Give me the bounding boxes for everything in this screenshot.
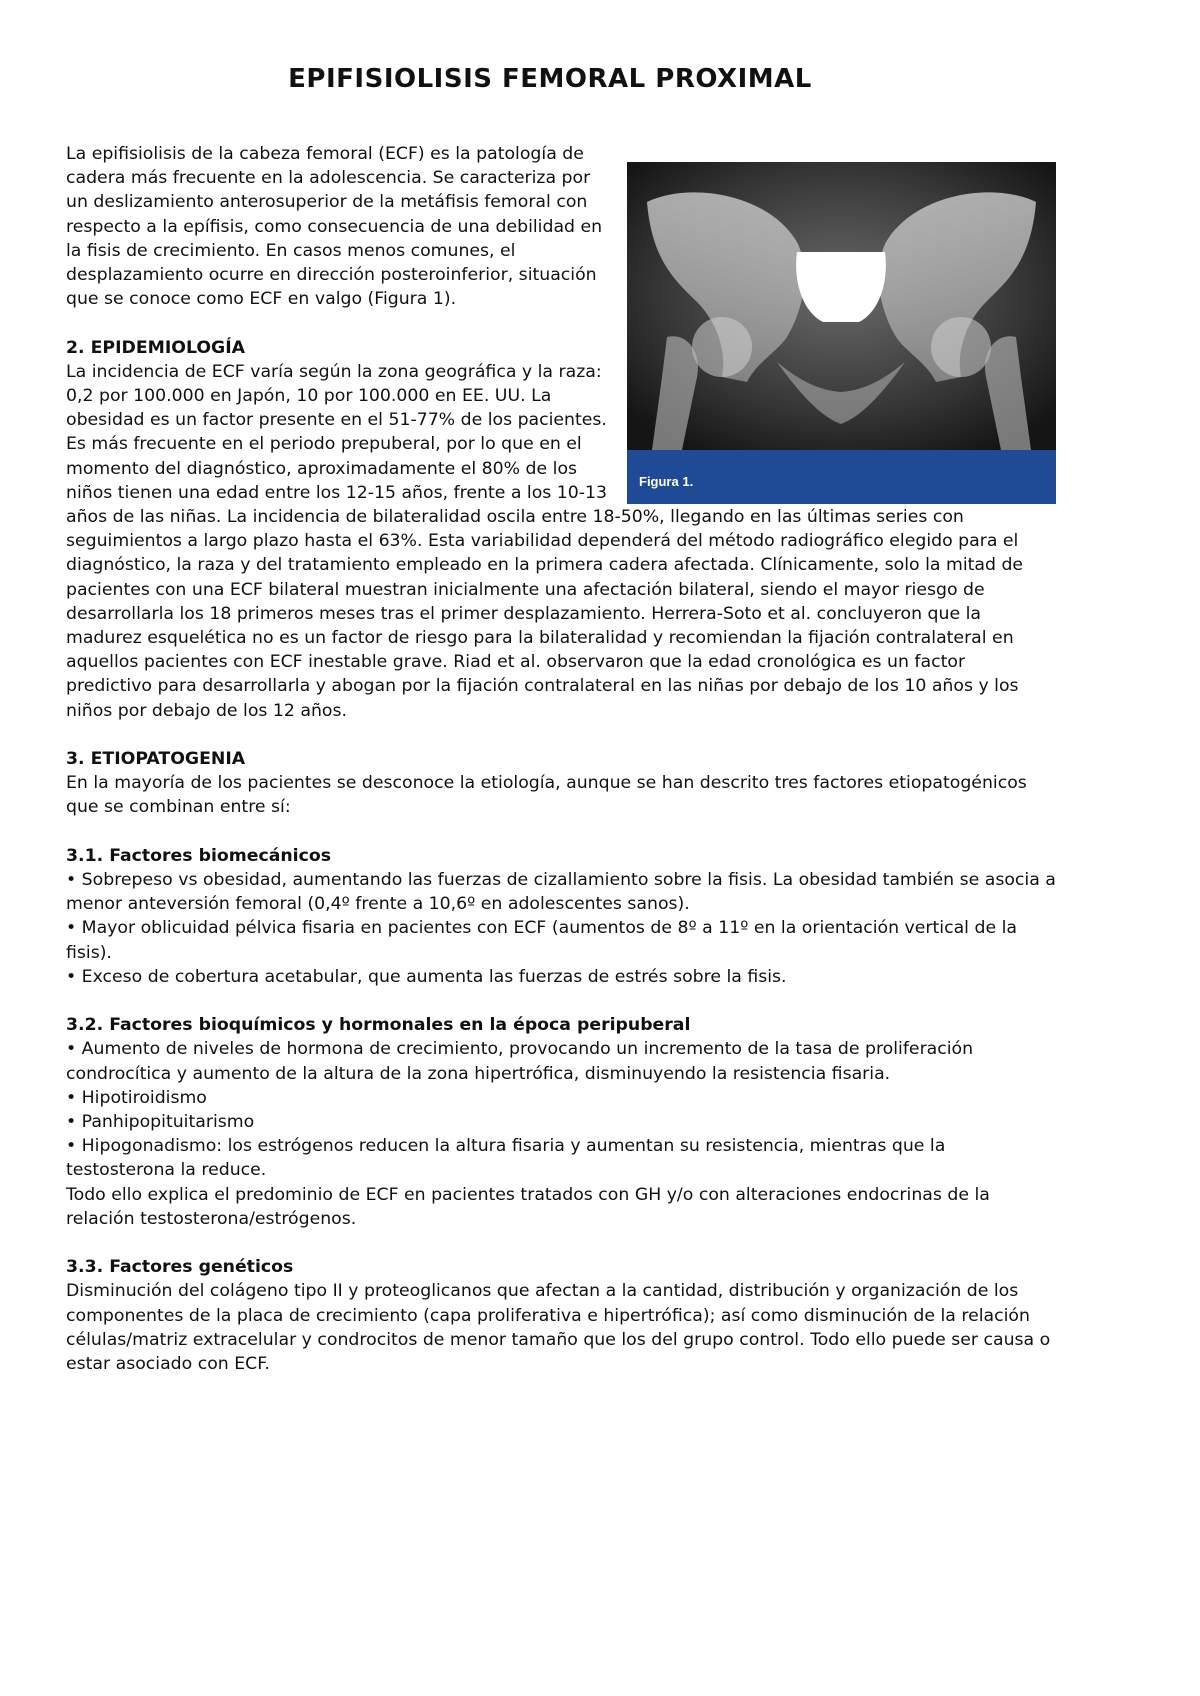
section-heading-etiopathogenesis: 3. ETIOPATOGENIA <box>66 749 246 770</box>
list-item: • Hipotiroidismo <box>66 1087 207 1108</box>
list-item: • Exceso de cobertura acetabular, que aumenta las fuerzas de estrés sobre la fisis. <box>66 966 787 987</box>
genetic-paragraph: Disminución del colágeno tipo II y proteoglicanos que afectan a la cantidad, distribución y organización de los componentes de la placa de crecimiento (capa proliferativa e hipertrófica); así como disminución de la relación células/matriz extracelular y condrocitos de menor tamaño que los del grupo control. Todo ello puede ser causa o estar asociado con ECF. <box>66 1281 1051 1375</box>
subsection-heading-biochemical: 3.2. Factores bioquímicos y hormonales en la época peripuberal <box>66 1015 691 1036</box>
pelvis-xray-image <box>627 162 1056 504</box>
list-item: • Mayor oblicuidad pélvica fisaria en pacientes con ECF (aumentos de 8º a 11º en la orientación vertical de la fisis). <box>66 918 1017 963</box>
list-item: • Sobrepeso vs obesidad, aumentando las fuerzas de cizallamiento sobre la fisis. La obesidad también se asocia a menor anteversión femoral (0,4º frente a 10,6º en adolescentes sanos). <box>66 870 1056 915</box>
figure-1 <box>627 162 1056 504</box>
epidemiology-paragraph: La incidencia de ECF varía según la zona geográfica y la raza: 0,2 por 100.000 en Japón, 10 por 100.000 en EE. UU. La obesidad es un factor presente en el 51-77% de los pacientes. Es más frecuente en el periodo prepuberal, por lo que en el momento del diagnóstico, aproximadamente el 80% de los niños tienen una edad entre los 12-15 años, frente a los 10-13 años de las niñas. La incidencia de bilateralidad oscila entre 18-50%, llegando en las últimas series con seguimientos a largo plazo hasta el 63%. Esta variabilidad dependerá del método radiográfico elegido para el diagnóstico, la raza y del tratamiento empleado en la primera cadera afectada. Clínicamente, solo la mitad de pacientes con una ECF bilateral muestran inicialmente una afectación bilateral, siendo el mayor riesgo de desarrollarla los 18 primeros meses tras el primer desplazamiento. Herrera-Soto et al. concluyeron que la madurez esquelética no es un factor de riesgo para la bilateralidad y recomiendan la fijación contralateral en aquellos pacientes con ECF inestable grave. Riad et al. observaron que la edad cronológica es un factor predictivo para desarrollarla y abogan por la fijación contralateral en las niñas por debajo de los 10 años y los niños por debajo de los 12 años. <box>66 361 1024 721</box>
document-title: EPIFISIOLISIS FEMORAL PROXIMAL <box>288 64 812 94</box>
figure-caption: Figura 1. <box>639 474 694 489</box>
biochemical-closing-paragraph: Todo ello explica el predominio de ECF en pacientes tratados con GH y/o con alteraciones endocrinas de la relación testosterona/estrógenos. <box>66 1184 990 1229</box>
document-body <box>66 142 1056 1376</box>
list-item: • Hipogonadismo: los estrógenos reducen la altura fisaria y aumentan su resistencia, mientras que la testosterona la reduce. <box>66 1136 946 1181</box>
list-item: • Panhipopituitarismo <box>66 1112 255 1133</box>
subsection-heading-biomechanical: 3.1. Factores biomecánicos <box>66 845 331 866</box>
intro-paragraph: La epifisiolisis de la cabeza femoral (ECF) es la patología de cadera más frecuente en la adolescencia. Se caracteriza por un deslizamiento anterosuperior de la metáfisis femoral con respecto a la epífisis, como consecuencia de una debilidad en la fisis de crecimiento. En casos menos comunes, el desplazamiento ocurre en dirección posteroinferior, situación que se conoce como ECF en valgo (Figura 1). <box>66 144 603 310</box>
list-item: • Aumento de niveles de hormona de crecimiento, provocando un incremento de la tasa de proliferación condrocítica y aumento de la altura de la zona hipertrófica, disminuyendo la resistencia fisaria. <box>66 1039 974 1084</box>
section-heading-epidemiology: 2. EPIDEMIOLOGÍA <box>66 337 246 358</box>
subsection-heading-genetic: 3.3. Factores genéticos <box>66 1257 294 1278</box>
etiopathogenesis-paragraph: En la mayoría de los pacientes se desconoce la etiología, aunque se han descrito tres factores etiopatogénicos que se combinan entre sí: <box>66 773 1027 818</box>
